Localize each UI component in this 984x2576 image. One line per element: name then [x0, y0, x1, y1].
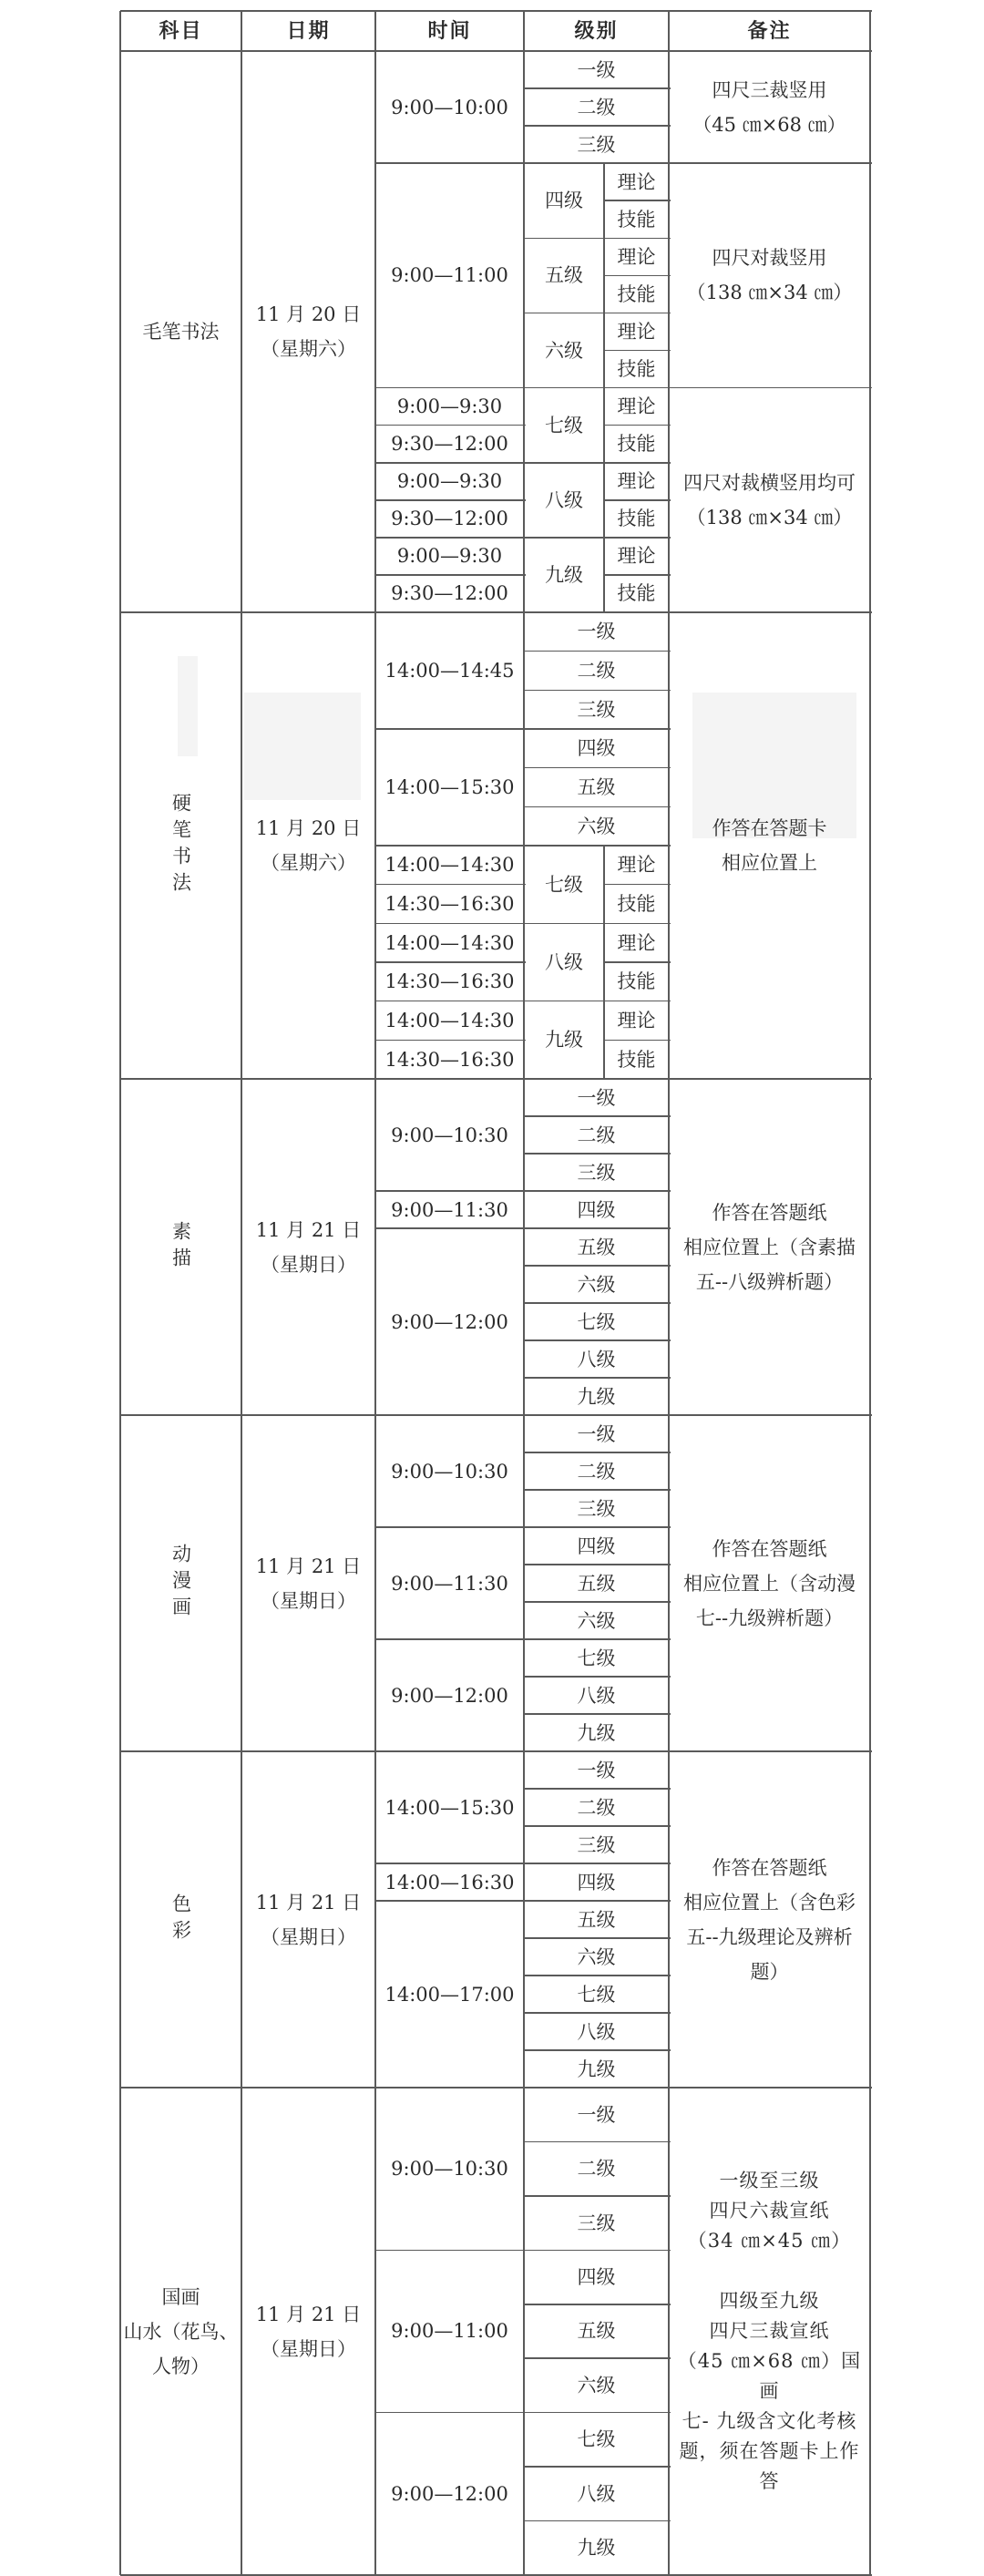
level-label: 四级	[577, 737, 616, 760]
level-label: 三级	[577, 1497, 616, 1520]
exam-time: 9:00—11:30	[391, 1572, 508, 1595]
level-label: 八级	[577, 2482, 616, 2505]
level-label: 二级	[577, 1460, 616, 1483]
level-label: 五级	[577, 1908, 616, 1931]
level-label: 八级	[545, 488, 583, 511]
exam-time: 14:00—16:30	[384, 1871, 515, 1894]
level-label: 七级	[545, 873, 583, 896]
exam-date: 11 月 21 日	[255, 1891, 362, 1914]
level-label: 一级	[577, 2103, 616, 2126]
part-skill: 技能	[617, 358, 656, 381]
exam-time: 14:30—16:30	[384, 970, 515, 993]
level-label: 五级	[545, 264, 583, 287]
exam-weekday: （星期日）	[261, 1925, 356, 1948]
level-label: 九级	[577, 1385, 616, 1408]
level-label: 四级	[577, 1534, 616, 1557]
date-cell	[241, 612, 375, 1079]
level-label: 七级	[577, 1647, 616, 1669]
exam-weekday: （星期日）	[261, 1253, 356, 1276]
level-label: 一级	[577, 58, 616, 81]
remark-cell: 一级至三级 四尺六裁宣纸 （34 ㎝×45 ㎝） 四级至九级 四尺三裁宣纸 （45 ㎝×68 ㎝）国画 七- 九级含文化考核 题，须在答题卡上作 答	[677, 2170, 862, 2492]
part-skill: 技能	[617, 208, 656, 231]
level-label: 五级	[577, 1236, 616, 1258]
level-label: 八级	[577, 1348, 616, 1370]
exam-time: 14:00—14:30	[384, 931, 515, 954]
date-cell	[241, 51, 375, 612]
exam-time: 9:00—11:30	[391, 1198, 508, 1221]
level-label: 四级	[545, 190, 583, 212]
date-cell	[241, 1751, 375, 2088]
header-level: 级别	[574, 19, 619, 43]
exam-time: 9:00—9:30	[396, 545, 503, 568]
exam-time: 9:00—9:30	[396, 470, 503, 493]
remark-cell: 四尺三裁竖用 （45 ㎝×68 ㎝）	[692, 78, 846, 136]
level-label: 六级	[577, 2374, 616, 2396]
exam-time: 14:00—17:00	[384, 1983, 515, 2006]
level-label: 二级	[577, 1124, 616, 1146]
exam-date: 11 月 21 日	[255, 1555, 362, 1577]
level-label: 二级	[577, 96, 616, 118]
exam-weekday: （星期六）	[261, 852, 356, 874]
exam-date: 11 月 20 日	[255, 817, 362, 839]
remark-cell: 四尺对裁横竖用均可 （138 ㎝×34 ㎝）	[683, 471, 856, 529]
exam-weekday: （星期日）	[261, 2337, 356, 2360]
part-theory: 理论	[617, 854, 656, 877]
level-label: 九级	[545, 563, 583, 586]
level-label: 三级	[577, 1833, 616, 1856]
level-label: 六级	[577, 1945, 616, 1968]
level-label: 六级	[577, 1273, 616, 1296]
level-label: 二级	[577, 659, 616, 682]
exam-time: 14:00—15:30	[384, 776, 515, 798]
exam-time: 9:00—10:00	[391, 96, 508, 118]
level-label: 九级	[577, 2058, 616, 2080]
level-label: 四级	[577, 1198, 616, 1221]
level-label: 一级	[577, 1086, 616, 1109]
exam-time: 14:00—14:45	[384, 660, 515, 682]
date-cell	[241, 1415, 375, 1751]
exam-date: 11 月 20 日	[255, 303, 362, 325]
level-label: 七级	[545, 414, 583, 436]
row-rule	[120, 10, 872, 12]
level-label: 六级	[577, 815, 616, 837]
remark-cell: 作答在答题纸 相应位置上（含动漫 七--九级辨析题）	[683, 1537, 856, 1629]
part-theory: 理论	[617, 170, 656, 193]
level-label: 九级	[577, 2537, 616, 2560]
level-label: 三级	[577, 698, 616, 721]
subject-cell: 素描	[169, 1220, 192, 1274]
column-rule	[869, 11, 871, 2575]
level-label: 五级	[577, 1572, 616, 1595]
exam-time: 9:00—10:30	[391, 2158, 508, 2181]
exam-date: 11 月 21 日	[255, 1218, 362, 1241]
subject-cell: 动漫画	[169, 1544, 192, 1623]
remark-cell: 作答在答题纸 相应位置上（含色彩 五--九级理论及辨析 题）	[683, 1856, 856, 1983]
header-date: 日期	[286, 19, 331, 43]
part-theory: 理论	[617, 395, 656, 418]
level-label: 八级	[545, 950, 583, 973]
part-theory: 理论	[617, 545, 656, 568]
level-label: 九级	[577, 1721, 616, 1744]
exam-time: 14:00—14:30	[384, 1009, 515, 1031]
remark-cell: 作答在答题纸 相应位置上（含素描 五--八级辨析题）	[683, 1201, 856, 1293]
subject-cell: 色彩	[169, 1893, 192, 1946]
remark-cell: 四尺对裁竖用 （138 ㎝×34 ㎝）	[686, 247, 853, 304]
level-label: 八级	[577, 2020, 616, 2043]
level-label: 七级	[577, 1310, 616, 1333]
exam-time: 14:00—14:30	[384, 854, 515, 877]
level-label: 二级	[577, 1796, 616, 1819]
exam-time: 9:00—11:00	[391, 264, 508, 287]
header-remark: 备注	[747, 19, 792, 43]
part-skill: 技能	[617, 582, 656, 605]
part-skill: 技能	[617, 1048, 656, 1071]
part-theory: 理论	[617, 1009, 656, 1031]
level-label: 四级	[577, 2266, 616, 2289]
level-label: 一级	[577, 1422, 616, 1445]
exam-time: 9:00—10:30	[391, 1460, 508, 1483]
header-subject: 科目	[159, 19, 203, 43]
exam-time: 9:00—12:00	[391, 2482, 508, 2505]
level-label: 四级	[577, 1871, 616, 1894]
exam-time: 9:30—12:00	[391, 582, 508, 605]
header-time: 时间	[427, 19, 472, 43]
exam-time: 9:30—12:00	[391, 433, 508, 456]
exam-time: 9:00—11:00	[391, 2320, 508, 2343]
level-label: 一级	[577, 1759, 616, 1781]
exam-time: 14:30—16:30	[384, 892, 515, 915]
part-theory: 理论	[617, 245, 656, 268]
exam-date: 11 月 21 日	[255, 2303, 362, 2325]
level-label: 六级	[577, 1609, 616, 1632]
level-label: 五级	[577, 2320, 616, 2343]
level-label: 三级	[577, 1161, 616, 1184]
subject-cell: 硬笔书法	[169, 793, 192, 898]
part-theory: 理论	[617, 320, 656, 343]
level-label: 八级	[577, 1684, 616, 1707]
exam-time: 14:00—15:30	[384, 1796, 515, 1819]
subject-cell: 国画 山水（花鸟、 人物）	[123, 2285, 239, 2377]
level-label: 九级	[545, 1029, 583, 1052]
exam-time: 9:00—10:30	[391, 1124, 508, 1146]
level-label: 七级	[577, 2428, 616, 2451]
level-label: 三级	[577, 2212, 616, 2234]
exam-time: 9:00—12:00	[391, 1684, 508, 1707]
exam-time: 9:00—12:00	[391, 1310, 508, 1333]
exam-weekday: （星期六）	[261, 338, 356, 360]
part-skill: 技能	[617, 508, 656, 530]
exam-time: 9:00—9:30	[396, 395, 503, 418]
level-label: 七级	[577, 1983, 616, 2006]
level-label: 一级	[577, 621, 616, 643]
exam-time: 9:30—12:00	[391, 508, 508, 530]
subject-cell: 毛笔书法	[142, 321, 220, 343]
part-skill: 技能	[617, 433, 656, 456]
part-skill: 技能	[617, 970, 656, 993]
exam-time: 14:30—16:30	[384, 1048, 515, 1071]
remark-cell: 作答在答题卡 相应位置上	[712, 817, 827, 874]
exam-weekday: （星期日）	[261, 1589, 356, 1612]
level-label: 六级	[545, 339, 583, 362]
level-label: 二级	[577, 2158, 616, 2181]
date-cell	[241, 1079, 375, 1415]
level-label: 五级	[577, 775, 616, 798]
part-skill: 技能	[617, 892, 656, 915]
date-cell	[241, 2088, 375, 2575]
part-skill: 技能	[617, 282, 656, 305]
level-label: 三级	[577, 133, 616, 156]
part-theory: 理论	[617, 931, 656, 954]
part-theory: 理论	[617, 470, 656, 493]
